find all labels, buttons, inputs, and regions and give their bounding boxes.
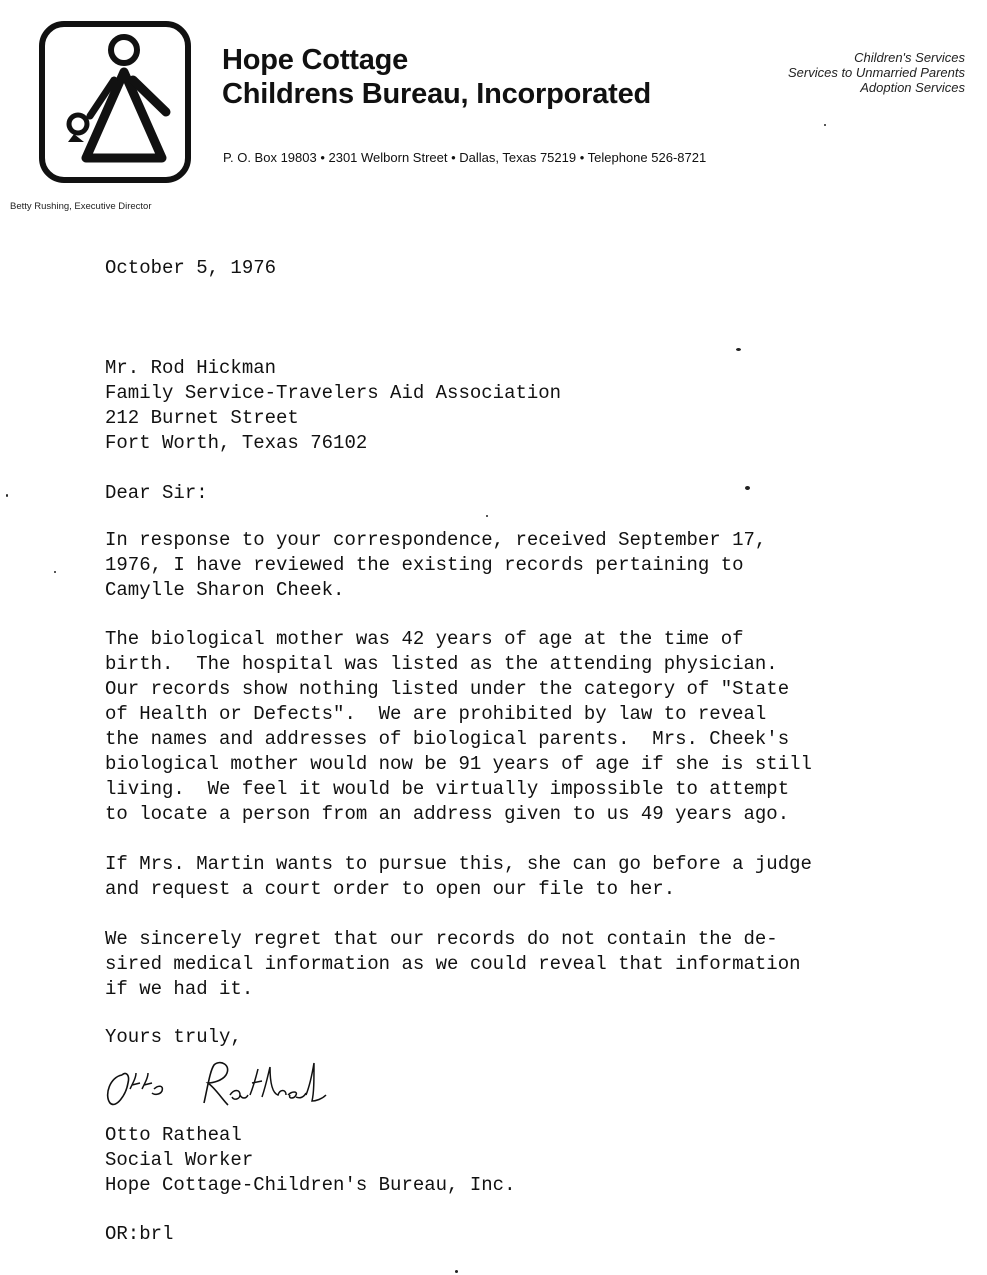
closing: Yours truly, — [105, 1026, 242, 1048]
services-list — [788, 50, 965, 95]
executive-director-line: Betty Rushing, Executive Director — [10, 201, 152, 212]
body-paragraph-4: We sincerely regret that our records do not contain the de- sired medical information as we could reveal that information if we had it. — [105, 928, 801, 1000]
body-paragraph-2: The biological mother was 42 years of age at the time of birth. The hospital was listed as the attending physician. Our records show nothing listed under the category of "State of Health or Defects". We are prohibited by law to reveal the names and addresses of biological parents. Mrs. Cheek's biological mother would now be 91 years of age if she is still living. We feel it would be virtually impossible to attempt to locate a person from an address given to us 49 years ago. — [105, 628, 812, 825]
body-paragraph-3: If Mrs. Martin wants to pursue this, she can go before a judge and request a court order to open our file to her. — [105, 853, 812, 900]
salutation: Dear Sir: — [105, 482, 208, 504]
org-name-line-1: Hope Cottage — [222, 44, 409, 76]
scan-speck — [6, 494, 8, 497]
scan-speck — [54, 571, 56, 573]
signer-organization: Hope Cottage-Children's Bureau, Inc. — [105, 1174, 516, 1196]
contact-address-line: P. O. Box 19803 • 2301 Welborn Street • Dallas, Texas 75219 • Telephone 526-8721 — [223, 150, 707, 165]
scan-speck — [455, 1270, 458, 1273]
recipient-line: Fort Worth, Texas 76102 — [105, 432, 368, 454]
scan-speck — [486, 515, 488, 517]
hope-cottage-logo — [38, 20, 192, 184]
scan-speck — [824, 124, 826, 126]
service-item: Children's Services — [854, 50, 965, 65]
recipient-line: 212 Burnet Street — [105, 407, 299, 429]
recipient-line: Mr. Rod Hickman — [105, 357, 277, 379]
service-item: Services to Unmarried Parents — [787, 65, 965, 80]
recipient-line: Family Service-Travelers Aid Association — [105, 382, 562, 404]
signer-title: Social Worker — [105, 1149, 254, 1171]
recipient-address — [105, 356, 561, 456]
handwritten-signature — [100, 1055, 330, 1113]
letter-date: October 5, 1976 — [105, 257, 277, 279]
signer-block — [105, 1123, 515, 1198]
reference-initials: OR:brl — [105, 1223, 174, 1245]
service-item: Adoption Services — [860, 80, 965, 95]
signer-name: Otto Ratheal — [105, 1124, 242, 1146]
body-paragraph-1: In response to your correspondence, received September 17, 1976, I have reviewed the existing records pertaining to Camylle Sharon Cheek. — [105, 529, 767, 601]
scan-speck — [736, 348, 741, 351]
scan-speck — [745, 486, 750, 490]
organization-name — [222, 43, 651, 111]
org-name-line-2: Childrens Bureau, Incorporated — [222, 78, 652, 110]
